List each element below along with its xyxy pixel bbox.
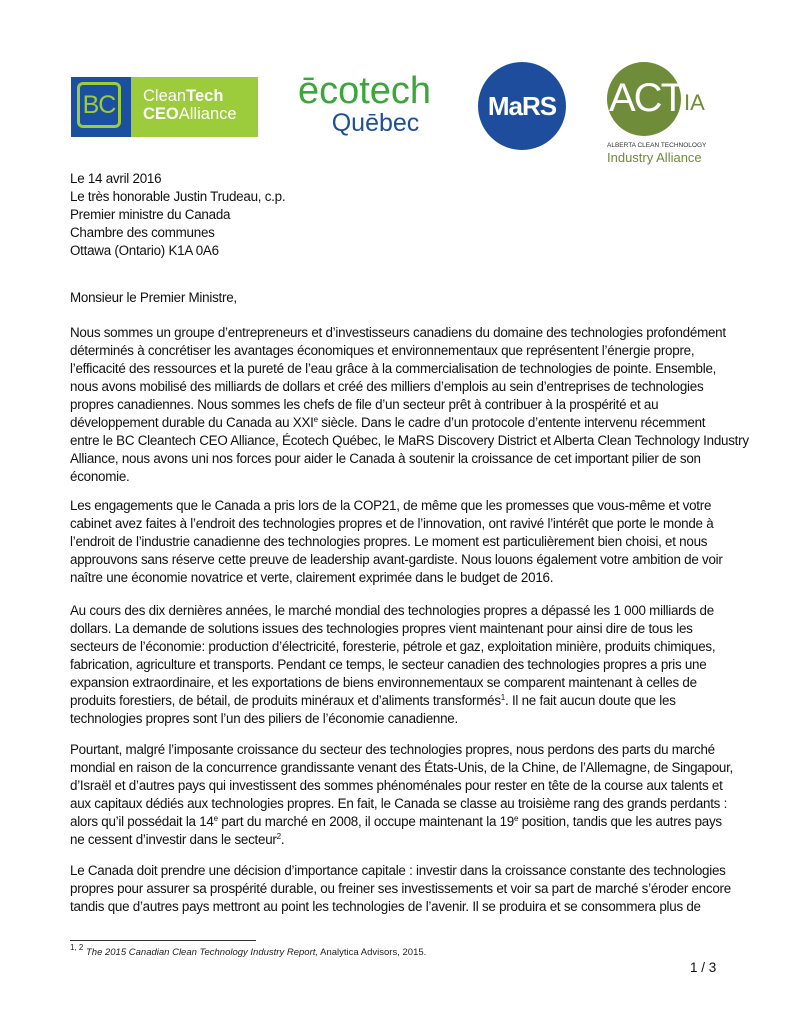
paragraph-line: déterminés à concrétiser les avantages économiques et environnementaux que représentent l’énergie propre, <box>70 343 695 358</box>
paragraph-line: technologies propres sont l’un des piliers de l’économie canadienne. <box>70 711 458 726</box>
line-text: . Il ne fait aucun doute que les <box>505 693 676 708</box>
ecotech-wordmark: ēcotech <box>297 70 432 112</box>
actia-logo <box>604 62 714 167</box>
recipient-city: Ottawa (Ontario) K1A 0A6 <box>70 243 219 258</box>
paragraph-line <box>70 414 730 432</box>
address-block <box>70 170 730 260</box>
superscript: e <box>213 814 218 823</box>
line-text: . <box>280 832 285 847</box>
actia-subtitle: ALBERTA CLEAN TECHNOLOGY <box>607 142 707 149</box>
letter-date: Le 14 avril 2016 <box>70 171 162 186</box>
paragraph-5 <box>70 862 730 916</box>
footnote <box>70 943 427 958</box>
line-text: ne cessent d’investir dans le secteur <box>70 832 277 847</box>
paragraph-line: dollars. La demande de solutions issues des technologies propres vient maintenant pour ainsi dire de tous les <box>70 621 693 636</box>
recipient-office: Chambre des communes <box>70 225 215 240</box>
paragraph-line: Le Canada doit prendre une décision d’importance capitale : investir dans la croissance constante des technologies <box>70 863 726 878</box>
paragraph-2 <box>70 497 730 587</box>
recipient-name: Le très honorable Justin Trudeau, c.p. <box>70 189 286 204</box>
superscript: e <box>313 415 318 424</box>
line-text: alors qu’il possédait la 14 <box>70 814 214 829</box>
paragraph-line: expansion extraordinaire, et les exportations de biens environnementaux se comparent maintenant à celles de <box>70 675 697 690</box>
paragraph-line <box>70 692 730 710</box>
footnote-divider <box>70 940 256 941</box>
paragraph-line: d’Israël et d’autres pays qui investissent des sommes phénoménales pour rester en tête de la course aux talents et <box>70 778 723 793</box>
actia-subtitle-industry: Industry Alliance <box>607 150 702 165</box>
bc-logo-clean: Clean <box>143 87 187 105</box>
bc-mark <box>71 77 131 137</box>
page-number: 1 / 3 <box>690 960 717 975</box>
footnote-source-rest: Analytica Advisors, 2015. <box>318 947 427 958</box>
paragraph-line: Au cours des dix dernières années, le marché mondial des technologies propres a dépassé les 1 000 milliards de <box>70 603 714 618</box>
line-text: position, tandis que les autres pays <box>518 814 722 829</box>
line-text: siècle. Dans le cadre d’un protocole d’entente intervenu récemment <box>317 415 706 430</box>
paragraph-line: Les engagements que le Canada a pris lors de la COP21, de même que les promesses que vous-même et votre <box>70 498 712 513</box>
paragraph-4 <box>70 741 734 849</box>
footnote-ref[interactable]: 1 <box>500 693 505 702</box>
paragraph-line: économie. <box>70 469 130 484</box>
ecotech-quebec-logo <box>287 72 442 142</box>
recipient-title: Premier ministre du Canada <box>70 207 231 222</box>
bc-logo-tech: Tech <box>186 87 224 105</box>
paragraph-line: propres pour assurer sa prospérité durable, ou freiner ses investissements et voir sa part de marché s’éroder encore <box>70 881 731 896</box>
actia-suffix: IA <box>684 90 705 115</box>
paragraph-line: Pourtant, malgré l’imposante croissance du secteur des technologies propres, nous perdons des parts du marché <box>70 742 715 757</box>
line-text: produits forestiers, de bétail, de produits minéraux et d’aliments transformés <box>70 693 501 708</box>
footnote-ref[interactable]: 2 <box>276 832 281 841</box>
bc-cleantech-ceo-alliance-logo <box>71 77 258 137</box>
paragraph-line: approuvons sans réserve cette preuve de leadership avant-gardiste. Nous louons également votre ambition de voir <box>70 552 723 567</box>
paragraph-line: propres canadiennes. Nous sommes les chefs de file d’un secteur prêt à contribuer à la prospérité et au <box>70 397 659 412</box>
footnote-marker: 1, 2 <box>70 943 84 952</box>
quebec-wordmark: Quēbec <box>331 109 420 137</box>
paragraph-line: aux capitaux dédiés aux technologies propres. En fait, le Canada se classe au troisième rang des grands perdants : <box>70 796 728 811</box>
paragraph-1 <box>70 324 749 486</box>
paragraph-line: l’endroit de l’industrie canadienne des technologies propres. Le moment est particulièrement bien choisi, et nous <box>70 534 708 549</box>
mars-logo <box>478 62 566 150</box>
paragraph-line <box>70 831 730 849</box>
paragraph-line: nous avons mobilisé des milliards de dollars et créé des milliers d’emplois au sein d’entreprises de technologies <box>70 379 704 394</box>
paragraph-line: entre le BC Cleantech CEO Alliance, Écotech Québec, le MaRS Discovery District et Alberta Clean Technology Industry <box>70 433 749 448</box>
paragraph-3 <box>70 602 730 728</box>
bc-mark-text: BC <box>77 82 121 128</box>
actia-mark: ACT <box>609 76 683 120</box>
paragraph-line <box>70 813 730 831</box>
bc-logo-alliance: Alliance <box>178 105 237 123</box>
paragraph-line: naître une économie novatrice et verte, clairement exprimée dans le budget de 2016. <box>70 570 554 585</box>
paragraph-line: l’efficacité des ressources et la pureté de l’eau grâce à la commercialisation de technologies de pointe. Ensemble, <box>70 361 717 376</box>
line-text: part du marché en 2008, il occupe maintenant la 19 <box>217 814 515 829</box>
salutation: Monsieur le Premier Ministre, <box>70 290 237 305</box>
mars-wordmark: MaRS <box>487 90 557 121</box>
footnote-source-title: The 2015 Canadian Clean Technology Industry Report, <box>85 947 319 958</box>
superscript: e <box>514 814 519 823</box>
bc-logo-wordmark <box>131 77 258 137</box>
paragraph-line: tandis que d’autres pays mettront au point les technologies de l’avenir. Il se produira et se consommera plus de <box>70 899 701 914</box>
paragraph-line: Nous sommes un groupe d’entrepreneurs et d’investisseurs canadiens du domaine des technologies profondément <box>70 325 726 340</box>
paragraph-line: fabrication, agriculture et transports. Pendant ce temps, le secteur canadien des technologies propres a pris une <box>70 657 707 672</box>
line-text: développement durable du Canada au XXI <box>70 415 314 430</box>
paragraph-line: secteurs de l’économie: production d’électricité, foresterie, pétrole et gaz, exploitation minière, produits chimiques, <box>70 639 716 654</box>
paragraph-line: mondial en raison de la concurrence grandissante venant des États-Unis, de la Chine, de l’Allemagne, de Singapour, <box>70 760 734 775</box>
paragraph-line: cabinet avez faites à l’endroit des technologies propres et de l’innovation, ont ravivé l’intérêt que porte le monde à <box>70 516 714 531</box>
bc-logo-ceo: CEO <box>143 105 179 123</box>
paragraph-line: Alliance, nous avons uni nos forces pour aider le Canada à soutenir la croissance de cet important pilier de son <box>70 451 701 466</box>
